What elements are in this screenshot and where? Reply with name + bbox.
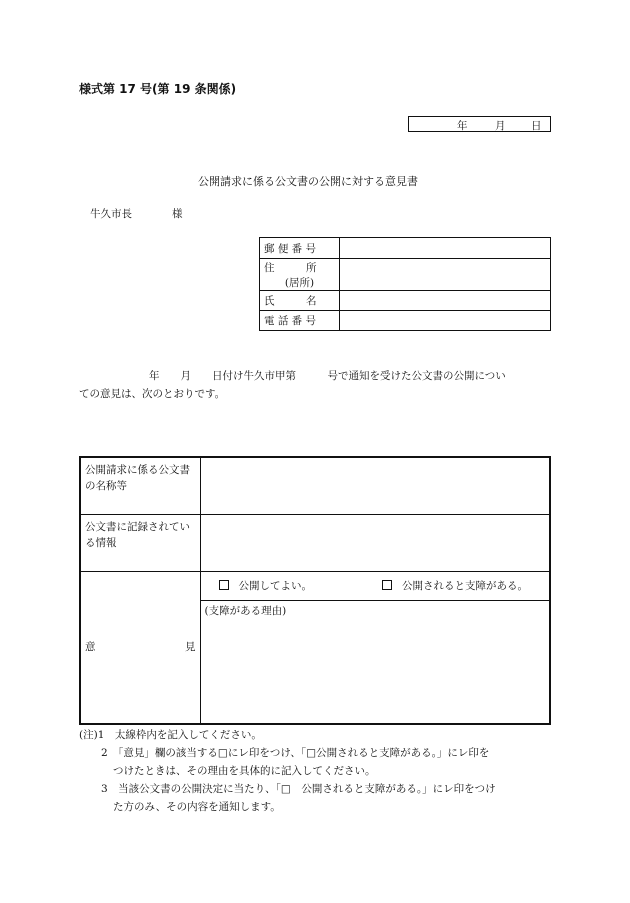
body-line-2: ての意見は、次のとおりです。 xyxy=(79,388,226,400)
addressee-honorific: 様 xyxy=(172,208,183,220)
reason-label: (支障がある理由) xyxy=(204,604,287,617)
opinion-label: 意 見 xyxy=(80,571,200,724)
checkbox-icon[interactable] xyxy=(382,580,392,590)
document-name-label: 公開請求に係る公文書の名称等 xyxy=(80,457,200,514)
address-label: 住 所 (居所) xyxy=(260,259,340,291)
date-day-label: 日 xyxy=(531,120,542,132)
opinion-cell xyxy=(200,571,550,724)
postal-code-label: 郵 便 番 号 xyxy=(260,238,340,259)
phone-field[interactable] xyxy=(340,311,551,331)
body-paragraph xyxy=(79,367,552,403)
option-ok[interactable]: 公開してよい。 xyxy=(219,578,313,594)
applicant-table xyxy=(259,237,551,331)
notes xyxy=(79,726,559,816)
document-title: 公開請求に係る公文書の公開に対する意見書 xyxy=(198,175,418,188)
reason-field[interactable] xyxy=(201,601,550,723)
addressee-name: 牛久市長 xyxy=(90,208,132,220)
note-2-cont: つけたときは、その理由を具体的に記入してください。 xyxy=(113,765,376,777)
opinion-table xyxy=(79,456,551,725)
date-box xyxy=(408,116,551,132)
document-name-field[interactable] xyxy=(200,457,550,514)
name-field[interactable] xyxy=(340,291,551,311)
option-hindrance[interactable]: 公開されると支障がある。 xyxy=(382,578,528,594)
note-3-cont: た方のみ、その内容を通知します。 xyxy=(113,801,281,813)
note-3: 3 当該公文書の公開決定に当たり、「□ 公開されると支障がある。」にレ印をつけ xyxy=(101,783,496,795)
phone-label: 電 話 番 号 xyxy=(260,311,340,331)
date-month-label: 月 xyxy=(495,120,506,132)
note-1: (注)1 太線枠内を記入してください。 xyxy=(79,729,262,741)
recorded-info-label: 公文書に記録されている情報 xyxy=(80,514,200,571)
checkbox-icon[interactable] xyxy=(219,580,229,590)
date-year-label: 年 xyxy=(457,120,468,132)
address-sub-label: (居所) xyxy=(284,276,315,289)
body-line-1: 年 月 日付け牛久市甲第 号で通知を受けた公文書の公開につい xyxy=(149,370,506,382)
addressee xyxy=(90,206,183,221)
name-label: 氏 名 xyxy=(260,291,340,311)
address-field[interactable] xyxy=(340,259,551,291)
recorded-info-field[interactable] xyxy=(200,514,550,571)
postal-code-field[interactable] xyxy=(340,238,551,259)
form-number: 様式第 17 号(第 19 条関係) xyxy=(79,82,237,96)
note-2: 2 「意見」欄の該当する□にレ印をつけ、「□公開されると支障がある。」にレ印を xyxy=(101,747,490,759)
